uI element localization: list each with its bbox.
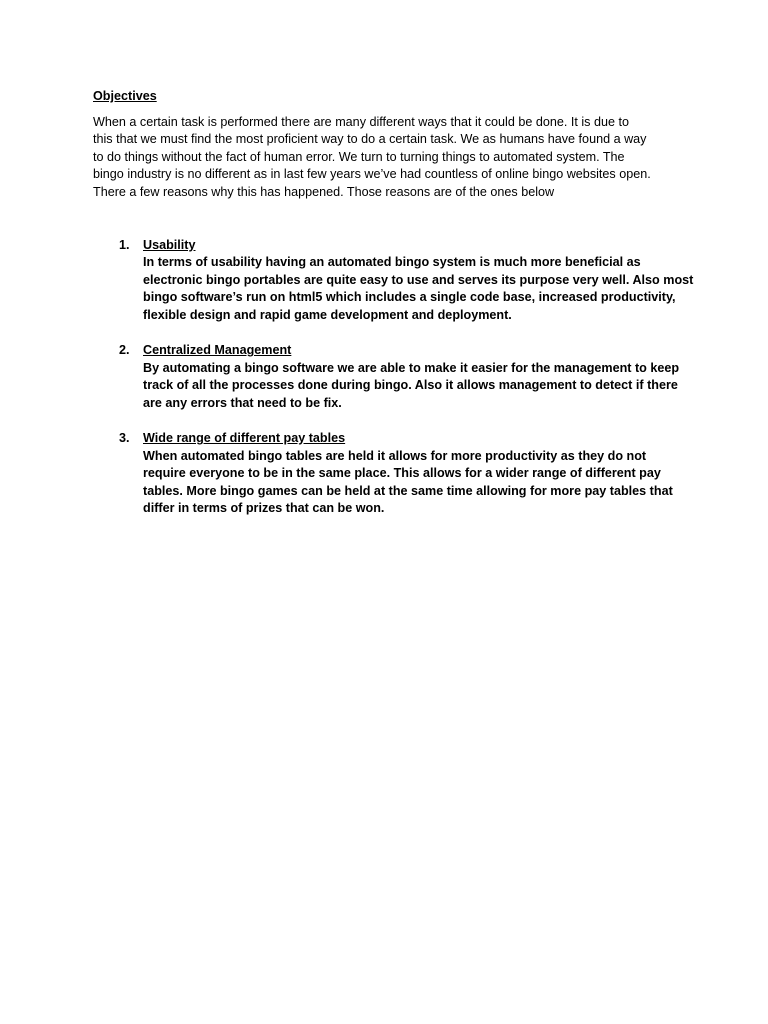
list-item-line: flexible design and rapid game development and deployment.	[143, 307, 512, 322]
list-item-line: By automating a bingo software we are able to make it easier for the management to keep	[143, 360, 680, 375]
list-item-title: Centralized Management	[143, 343, 292, 358]
list-item-line: bingo software’s run on html5 which includes a single code base, increased productivity,	[143, 290, 676, 305]
list-item-number: 3.	[119, 431, 130, 446]
intro-line: When a certain task is performed there are many different ways that it could be done. It is due to	[93, 114, 629, 129]
intro-line: bingo industry is no different as in last few years we’ve had countless of online bingo websites open.	[93, 167, 651, 182]
intro-line: There a few reasons why this has happened. Those reasons are of the ones below	[93, 184, 555, 199]
intro-paragraph	[93, 114, 678, 202]
document-content	[93, 88, 694, 536]
list-item-body	[143, 448, 678, 518]
objectives-heading: Objectives	[93, 89, 157, 103]
list-item-title: Usability	[143, 237, 196, 252]
list-item-body	[143, 254, 694, 324]
list-item-number: 2.	[119, 343, 130, 358]
list-item-usability	[93, 237, 694, 325]
list-item-number: 1.	[119, 237, 130, 252]
intro-line: this that we must find the most proficient way to do a certain task. We as humans have found a way	[93, 132, 647, 147]
list-item-line: In terms of usability having an automated bingo system is much more beneficial as	[143, 255, 641, 270]
list-item-title: Wide range of different pay tables	[143, 431, 346, 446]
list-item-line: track of all the processes done during bingo. Also it allows management to detect if there	[143, 378, 678, 393]
list-item-line: are any errors that need to be fix.	[143, 395, 342, 410]
list-item-line: tables. More bingo games can be held at the same time allowing for more pay tables that	[143, 483, 673, 498]
list-item-line: electronic bingo portables are quite easy to use and serves its purpose very well. Also most	[143, 272, 694, 287]
intro-line: to do things without the fact of human error. We turn to turning things to automated system. The	[93, 149, 625, 164]
list-item-line: differ in terms of prizes that can be won.	[143, 501, 385, 516]
reasons-list	[93, 237, 694, 519]
list-item-line: When automated bingo tables are held it allows for more productivity as they do not	[143, 448, 647, 463]
list-item-body	[143, 360, 678, 413]
list-item-centralized-management	[93, 342, 678, 412]
list-item-pay-tables	[93, 430, 678, 518]
list-item-line: require everyone to be in the same place. This allows for a wider range of different pay	[143, 466, 661, 481]
